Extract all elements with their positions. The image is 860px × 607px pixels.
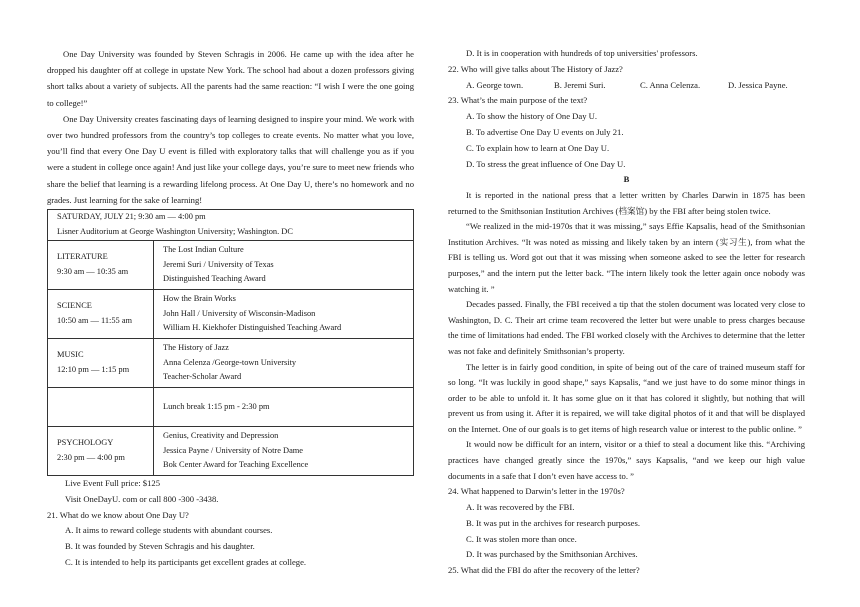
passage-b-paragraph-1: It is reported in the national press that a letter written by Charles Darwin in 1875 has been returned to the Smithsonian Institution Archives (档案馆) by the FBI after being stolen twice. [448,189,805,216]
option-23d: D. To stress the great influence of One Day U. [466,158,626,169]
option-24a: A. It was recovered by the FBI. [466,502,575,513]
passage-b-paragraph-3: Decades passed. Finally, the FBI received a tip that the stolen document was located very close to Washington, D. C. Their art crime team recovered the letter but were unable to press charges because the time of limitations had ended. The FBI worked closely with the Archives to determine that the letter was not fake and definitely Smithsonian’s property. [448,299,805,356]
section-b-heading: B [623,174,630,185]
option-22b: B. Jeremi Suri. [554,79,606,90]
option-23c: C. To explain how to learn at One Day U. [466,142,610,153]
session-subject: LITERATURE [57,252,108,262]
option-21a: A. It aims to reward college students with abundant courses. [65,525,273,536]
session-award: Bok Center Award for Teaching Excellence [163,460,309,470]
session-speaker: Jessica Payne / University of Notre Dame [163,445,304,455]
option-21c: C. It is intended to help its participants get excellent grades at college. [65,557,307,568]
question-22: 22. Who will give talks about The History of Jazz? [448,63,623,74]
right-column [448,0,805,579]
session-time: 9:30 am — 10:35 am [57,267,129,277]
session-subject: PSYCHOLOGY [57,438,114,448]
session-speaker: Jeremi Suri / University of Texas [163,259,274,269]
session-time: 2:30 pm — 4:00 pm [57,453,125,463]
question-21: 21. What do we know about One Day U? [47,509,189,520]
session-subject: SCIENCE [57,301,92,311]
schedule-venue: Lisner Auditorium at George Washington University; Washington. DC [57,227,293,237]
left-column [47,0,414,571]
session-subject: MUSIC [57,350,84,360]
table-row [48,427,414,476]
session-title: The Lost Indian Culture [163,245,244,255]
option-22d: D. Jessica Payne. [728,79,788,90]
question-24: 24. What happened to Darwin’s letter in the 1970s? [448,486,625,497]
passage-b-paragraph-4: The letter is in fairly good condition, in spite of being out of the care of trained museum staff for so long. “It was luckily in good shape,” says Kapsalis, “and we just have to do some minor things in order to be able to unfold it. It has some glue on it that has colored it slightly, but nothing that will prevent us from using it. After it is repaired, we will take digital photos of it and that will be displayed on the Internet. One of our goals is to get items of high research value or interest to the public online. ” [448,361,805,434]
intro-paragraph-1: One Day University was founded by Steven Schragis in 2006. He came up with the idea after he dropped his daughter off at college in upstate New York. The school had about a dozen professors giving short talks about a variety of subjects. All the parents had the same reaction: “I wish I were the one going to college!” [47,49,414,108]
table-row [48,290,414,339]
lunch-break: Lunch break 1:15 pm - 2:30 pm [163,401,270,411]
option-24d: D. It was purchased by the Smithsonian Archives. [466,549,638,560]
session-award: William H. Kiekhofer Distinguished Teaching Award [163,323,342,333]
question-23: 23. What’s the main purpose of the text? [448,95,588,106]
session-speaker: John Hall / University of Wisconsin-Madison [163,308,316,318]
session-title: Genius, Creativity and Depression [163,431,279,441]
options-22 [448,78,805,94]
table-row-lunch [48,388,414,427]
intro-paragraph-2: One Day University creates fascinating days of learning designed to inspire your mind. We work with over two hundred professors from the country’s top colleges to create events. No matter what you love, you’ll find that every One Day U event is filled with exploratory talks that will challenge you as if you were a student in college once again! And just like your college days, you’re sure to meet new friends who share the belief that learning is a rewarding lifelong process. At One Day U, there’s no homework and no grades. Just learning for the sake of learning! [47,113,414,205]
session-time: 10:50 am — 11:55 am [57,316,133,326]
question-25: 25. What did the FBI do after the recovery of the letter? [448,565,640,576]
option-24b: B. It was put in the archives for research purposes. [466,517,640,528]
option-23b: B. To advertise One Day U events on July 21. [466,126,624,137]
session-award: Distinguished Teaching Award [163,274,266,284]
schedule-date: SATURDAY, JULY 21; 9:30 am — 4:00 pm [57,212,206,222]
passage-b-paragraph-2: “We realized in the mid-1970s that it was missing,” says Effie Kapsalis, head of the Smithsonian Institution Archives. “It was noted as missing and likely taken by an intern (实习生), from what the FBI is telling us. Word got out that it was missing when someone asked to see the letter for research purposes,” and the intern put the letter back. “The intern likely took the letter again once nobody was watching it. ” [448,221,805,294]
passage-b-paragraph-5: It would now be difficult for an intern, visitor or a thief to steal a document like this. “Archiving practices have changed greatly since the 1970s,” says Kapsalis, “and we keep our high value documents in a safe that I don’t even have access to. ” [448,439,805,481]
price-line: Live Event Full price: $125 [65,478,160,489]
session-title: The History of Jazz [163,343,229,353]
option-21d: D. It is in cooperation with hundreds of top universities' professors. [466,48,698,58]
session-speaker: Anna Celenza /George-town University [163,357,297,367]
schedule-table [47,209,414,476]
option-21b: B. It was founded by Steven Schragis and his daughter. [65,541,255,552]
option-22a: A. George town. [466,79,524,90]
schedule-header-row [48,210,414,241]
session-award: Teacher-Scholar Award [163,372,242,382]
session-time: 12:10 pm — 1:15 pm [57,365,130,375]
option-22c: C. Anna Celenza. [640,79,701,90]
session-title: How the Brain Works [163,294,236,304]
contact-line: Visit OneDayU. com or call 800 -300 -3438. [65,493,219,504]
option-23a: A. To show the history of One Day U. [466,111,597,122]
table-row [48,241,414,290]
table-row [48,339,414,388]
option-24c: C. It was stolen more than once. [466,533,577,544]
